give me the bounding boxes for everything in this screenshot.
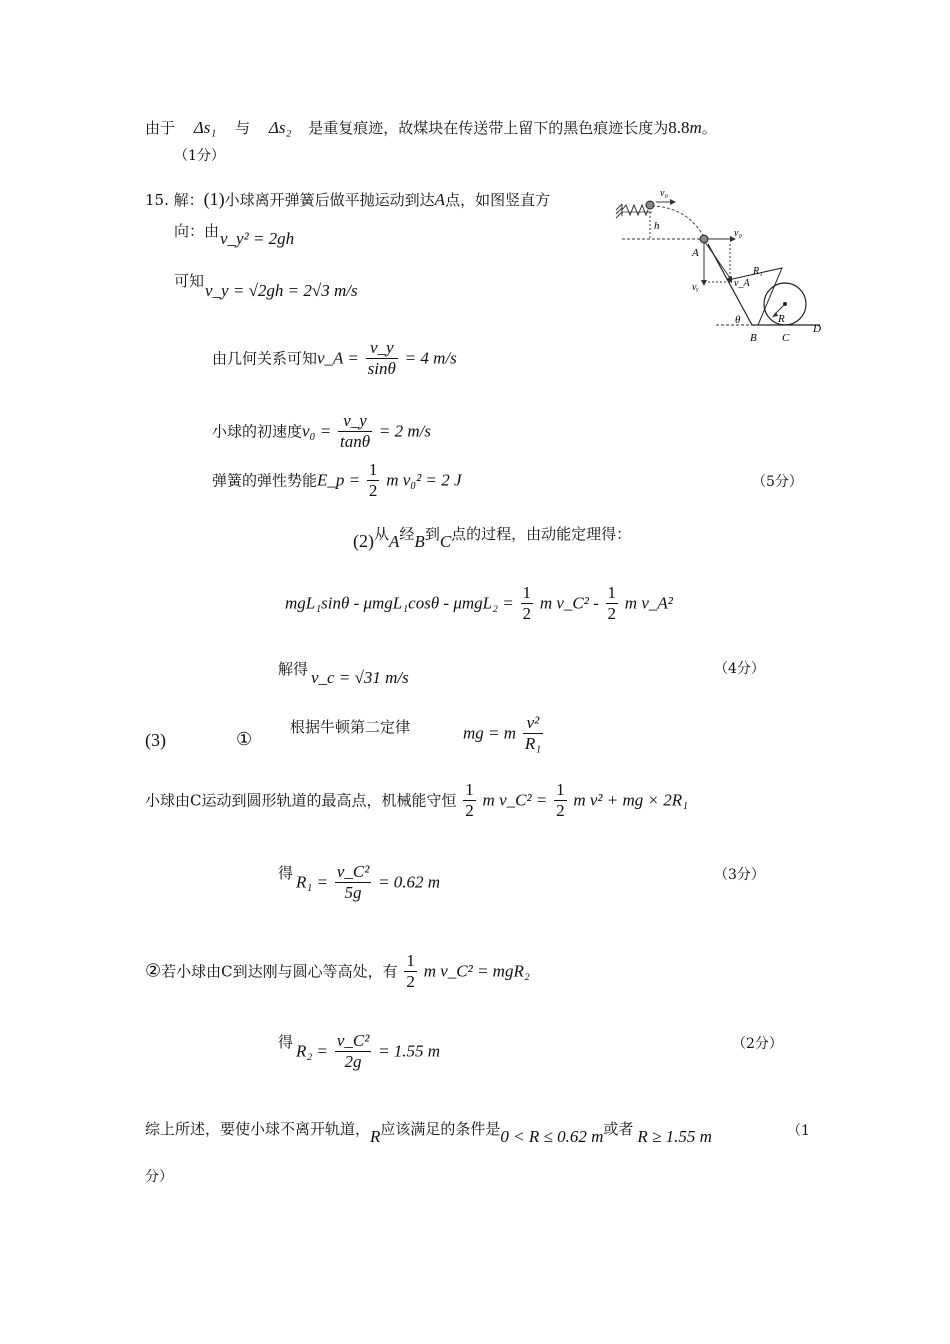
score: （3分） xyxy=(714,867,765,883)
math: m v₀² = 2 J xyxy=(386,470,462,490)
text: 从 xyxy=(374,525,390,543)
label-theta: θ xyxy=(735,314,741,326)
denominator: 2 xyxy=(465,801,474,820)
denominator: 2 xyxy=(556,801,565,820)
math-ds1: Δs₁ xyxy=(193,118,217,137)
math-unit: m xyxy=(689,118,702,137)
eq7: v_c = √31 m/s xyxy=(311,668,409,687)
fraction xyxy=(404,951,417,992)
fraction xyxy=(367,460,380,501)
denominator: 2g xyxy=(344,1052,362,1071)
eq4-line xyxy=(212,411,431,452)
denominator: tanθ xyxy=(339,432,371,451)
math-B: B xyxy=(414,532,425,551)
math: m v_C² - xyxy=(539,593,599,613)
p15-line2 xyxy=(174,220,219,242)
math: = 1.55 m xyxy=(378,1041,441,1061)
math: = 4 m/s xyxy=(404,348,457,368)
eq2: v_y = √2gh = 2√3 m/s xyxy=(205,281,358,300)
text: 是重复痕迹，故煤块在传送带上留下的黑色痕迹长度为 xyxy=(308,119,669,137)
eq5-line xyxy=(212,460,462,501)
eq12-line xyxy=(296,1031,440,1072)
denominator: 5g xyxy=(344,883,362,902)
math: v₀ = xyxy=(302,421,332,441)
part-label: (2) xyxy=(353,531,374,551)
score: （1 xyxy=(787,1123,810,1139)
denominator: 2 xyxy=(522,604,532,623)
eq3-line xyxy=(212,338,457,379)
text: 弹簧的弹性势能 xyxy=(212,471,318,490)
fraction xyxy=(366,338,398,379)
math: R₂ = xyxy=(296,1041,329,1061)
math-A: A xyxy=(434,190,446,209)
label-v0-right: v₀ xyxy=(734,228,742,239)
numerator: v_C² xyxy=(336,1031,370,1050)
math: mg = m xyxy=(463,723,517,743)
text: 由几何关系可知 xyxy=(212,349,318,368)
kezhi: 可知 xyxy=(174,272,205,290)
eq10-line xyxy=(296,862,440,903)
eq8-line xyxy=(463,713,545,754)
math: m v_A² xyxy=(624,593,673,613)
math: = 0.62 m xyxy=(378,872,441,892)
jiede: 解得 xyxy=(278,660,309,678)
numerator: v² xyxy=(523,713,543,734)
math-R: R xyxy=(370,1127,381,1146)
numerator: 1 xyxy=(465,780,474,799)
text: 与 xyxy=(235,119,251,137)
text: 向：由 xyxy=(174,222,220,240)
score: （2分） xyxy=(732,1036,783,1052)
problem-number: 15. xyxy=(145,191,169,209)
label-A: A xyxy=(692,247,699,259)
label-R: R xyxy=(778,313,785,325)
ball-start xyxy=(646,201,654,209)
part3-label: (3) xyxy=(145,730,166,750)
numerator: 1 xyxy=(368,460,378,479)
score: （5分） xyxy=(752,474,803,490)
numerator: 1 xyxy=(522,583,532,602)
numerator: v_y xyxy=(338,411,372,432)
text: 到 xyxy=(424,525,440,543)
fraction xyxy=(463,780,476,821)
eq9-line xyxy=(145,780,688,821)
fraction xyxy=(338,411,372,452)
fraction xyxy=(335,1031,371,1072)
text: 若小球由C到达刚与圆心等高处，有 xyxy=(161,962,398,981)
text: 经 xyxy=(399,525,415,543)
fraction xyxy=(521,583,534,624)
fraction xyxy=(606,583,619,624)
math: m v_C² = xyxy=(482,790,548,810)
text: 综上所述，要使小球不离开轨道， xyxy=(145,1120,371,1138)
eq11-line xyxy=(145,951,530,992)
math: mgL₁sinθ - μmgL₁cosθ - μmgL₂ = xyxy=(285,593,514,613)
part-label: (1) xyxy=(203,189,225,209)
de1: 得 xyxy=(278,864,294,882)
text: 小球的初速度 xyxy=(212,422,303,441)
denominator: 2 xyxy=(368,481,378,500)
math-ds2: Δs₂ xyxy=(268,118,292,137)
label-D: D xyxy=(813,323,821,335)
numerator: v_C² xyxy=(336,862,370,881)
numerator: 1 xyxy=(406,951,415,970)
label-vA: v_A xyxy=(734,278,750,289)
math-C: C xyxy=(439,532,452,551)
p14-line xyxy=(145,117,717,139)
p15-header xyxy=(145,188,550,211)
fraction xyxy=(335,862,371,903)
text: 解： xyxy=(173,191,204,209)
text: 小球离开弹簧后做平抛运动到达 xyxy=(224,191,435,209)
circle-1: ① xyxy=(236,729,253,750)
math-A: A xyxy=(389,532,400,551)
denominator: 2 xyxy=(406,972,415,991)
eq6-line xyxy=(285,583,673,624)
label-vy: vᵧ xyxy=(692,282,699,293)
text: 或者 xyxy=(603,1120,634,1138)
score: （1分） xyxy=(174,148,225,164)
text: 。 xyxy=(701,119,717,137)
math: R₁ = xyxy=(296,872,329,892)
text: 点的过程，由动能定理得： xyxy=(451,525,632,543)
spring xyxy=(622,205,648,215)
text: 应该满足的条件是 xyxy=(380,1120,501,1138)
score: 分） xyxy=(145,1169,173,1185)
score: （4分） xyxy=(714,661,765,677)
math-condition-2: R ≥ 1.55 m xyxy=(637,1127,712,1146)
math-value: 8.8 xyxy=(668,118,690,137)
circle-2: ② xyxy=(145,960,162,982)
math: = 2 m/s xyxy=(378,421,431,441)
math-condition-1: 0 < R ≤ 0.62 m xyxy=(500,1127,604,1146)
math: m v² + mg × 2R₁ xyxy=(573,790,689,810)
text: 由于 xyxy=(145,119,176,137)
numerator: 1 xyxy=(607,583,617,602)
fraction xyxy=(554,780,567,821)
math: m v_C² = mgR₂ xyxy=(423,961,530,981)
numerator: v_y xyxy=(366,338,398,359)
de2: 得 xyxy=(278,1033,294,1051)
denominator: R₁ xyxy=(524,734,542,753)
eq1: v_y² = 2gh xyxy=(220,229,295,248)
denominator: sinθ xyxy=(367,359,396,378)
ball-A xyxy=(700,235,708,243)
text: 点，如图竖直方 xyxy=(445,191,551,209)
label-B: B xyxy=(750,332,757,344)
label-v0-top: v₀ xyxy=(660,188,668,199)
physics-figure xyxy=(612,182,827,347)
label-C: C xyxy=(782,332,790,344)
trajectory xyxy=(652,206,704,237)
fraction xyxy=(523,713,543,754)
denominator: 2 xyxy=(607,604,617,623)
math: E_p = xyxy=(317,470,361,490)
math: v_A = xyxy=(317,348,359,368)
newton-text: 根据牛顿第二定律 xyxy=(290,718,411,736)
label-R1: R₁ xyxy=(753,266,763,277)
summary-line xyxy=(145,1118,712,1146)
numerator: 1 xyxy=(556,780,565,799)
label-h: h xyxy=(654,220,660,232)
wall-hatch xyxy=(616,204,622,218)
part2-header xyxy=(353,525,632,553)
text: 小球由C运动到圆形轨道的最高点，机械能守恒 xyxy=(145,791,457,810)
